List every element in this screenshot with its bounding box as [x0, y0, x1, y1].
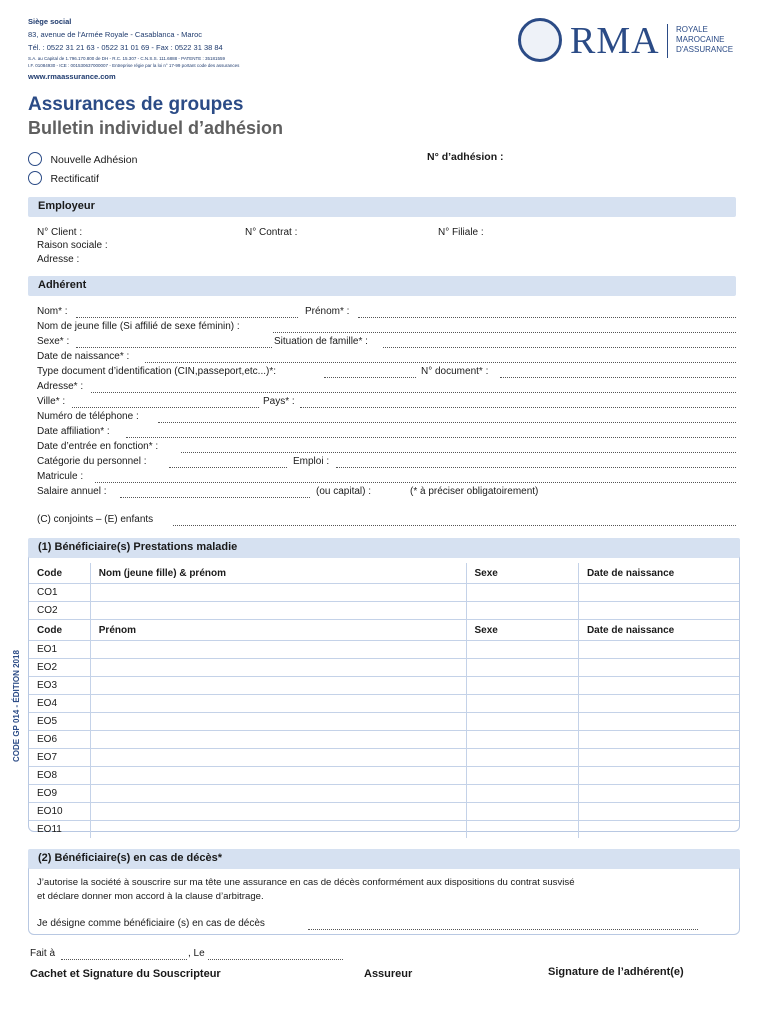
place-label: Fait à: [30, 948, 56, 959]
city-field[interactable]: [72, 407, 259, 408]
logo-tagline-line: ROYALE: [676, 25, 708, 34]
employer-section-header: [28, 197, 736, 217]
beneficiary-designation-label: Je désigne comme bénéficiaire (s) en cas de décès: [37, 918, 265, 929]
client-number-label: N° Client :: [37, 227, 83, 238]
health-beneficiaries-header: [28, 538, 740, 558]
row-code: EO8: [29, 767, 90, 785]
row-code: EO4: [29, 695, 90, 713]
legal-line-1: S.A. au Capital de 1.796.170.800 de DH - R.C. 15.307 - C.N.S.S. 111.6888 - PATENTE : 35181559: [28, 56, 226, 61]
birth-date-label: Date de naissance* :: [37, 351, 130, 362]
birth-date-cell[interactable]: [578, 713, 739, 731]
form-code: CODE GP 014 - ÉDITION 2018: [12, 650, 21, 762]
sex-cell[interactable]: [466, 602, 578, 620]
logo-tagline: [676, 25, 733, 55]
table-row: [29, 785, 739, 803]
sex-cell[interactable]: [466, 821, 578, 839]
capital-label: (ou capital) :: [316, 486, 372, 497]
birth-date-cell[interactable]: [578, 695, 739, 713]
hire-date-field[interactable]: [181, 452, 736, 453]
health-beneficiaries-table: [29, 563, 739, 838]
birth-date-cell[interactable]: [578, 641, 739, 659]
sex-cell[interactable]: [466, 695, 578, 713]
birth-date-cell[interactable]: [578, 803, 739, 821]
mandatory-note: (* à préciser obligatoirement): [410, 486, 539, 497]
table-header-row: [29, 620, 739, 641]
death-beneficiaries-header: [28, 849, 740, 869]
birth-date-cell[interactable]: [578, 749, 739, 767]
name-cell[interactable]: [90, 767, 466, 785]
table-row: [29, 803, 739, 821]
website: www.rmaassurance.com: [28, 72, 116, 81]
head-office-address: 83, avenue de l'Armée Royale - Casablanca - Maroc: [28, 30, 203, 39]
affiliation-date-label: Date affiliation* :: [37, 426, 110, 437]
sex-cell[interactable]: [466, 677, 578, 695]
name-cell[interactable]: [90, 695, 466, 713]
head-office-label: Siège social: [28, 17, 72, 26]
authorization-text-1: J’autorise la société à souscrire sur ma tête une assurance en cas de décès conformément aux dispositions du contrat susvisé: [37, 877, 575, 888]
job-field[interactable]: [336, 467, 736, 468]
section-title: Adhérent: [38, 279, 87, 291]
name-cell[interactable]: [90, 602, 466, 620]
table-row: [29, 695, 739, 713]
table-row: [29, 749, 739, 767]
job-label: Emploi :: [293, 456, 330, 467]
logo-divider: [667, 24, 668, 58]
birth-date-cell[interactable]: [578, 584, 739, 602]
legal-line-2: I.F. 01084930 - ICE : 001530637000007 - Entreprise régie par la loi n° 17-99 portant code des assurances: [28, 63, 240, 68]
contract-number-label: N° Contrat :: [245, 227, 298, 238]
birth-date-cell[interactable]: [578, 659, 739, 677]
relationship-legend: (C) conjoints – (E) enfants: [37, 514, 154, 525]
birth-date-cell[interactable]: [578, 677, 739, 695]
member-signature-label: Signature de l’adhérent(e): [548, 966, 684, 978]
annual-salary-field[interactable]: [120, 497, 310, 498]
phone-field[interactable]: [158, 422, 736, 423]
birth-date-cell[interactable]: [578, 767, 739, 785]
row-code: EO6: [29, 731, 90, 749]
section-title: (2) Bénéficiaire(s) en cas de décès*: [38, 852, 223, 864]
marital-status-label: Situation de famille* :: [274, 336, 368, 347]
name-cell[interactable]: [90, 659, 466, 677]
table-row: [29, 584, 739, 602]
row-code: CO2: [29, 602, 90, 620]
sex-cell[interactable]: [466, 641, 578, 659]
birth-date-field[interactable]: [145, 362, 736, 363]
sex-cell[interactable]: [466, 749, 578, 767]
member-address-label: Adresse* :: [37, 381, 84, 392]
employee-id-field[interactable]: [95, 482, 736, 483]
table-row: [29, 731, 739, 749]
table-row: [29, 641, 739, 659]
row-code: EO3: [29, 677, 90, 695]
table-row: [29, 821, 739, 839]
table-row: [29, 767, 739, 785]
beneficiary-designation-field[interactable]: [308, 929, 698, 930]
hire-date-label: Date d’entrée en fonction* :: [37, 441, 159, 452]
table-row: [29, 602, 739, 620]
row-code: EO2: [29, 659, 90, 677]
birth-date-cell[interactable]: [578, 821, 739, 839]
column-header: Date de naissance: [578, 620, 739, 641]
subsidiary-number-label: N° Filiale :: [438, 227, 484, 238]
row-code: EO1: [29, 641, 90, 659]
document-title: Assurances de groupes: [28, 94, 244, 115]
insurer-signature-label: Assureur: [364, 968, 413, 980]
sex-label: Sexe* :: [37, 336, 70, 347]
document-subtitle: Bulletin individuel d’adhésion: [28, 118, 284, 138]
maiden-name-label: Nom de jeune fille (Si affilié de sexe féminin) :: [37, 321, 240, 332]
option-rectificatif[interactable]: [28, 169, 99, 187]
first-name-label: Prénom* :: [305, 306, 350, 317]
maiden-name-field[interactable]: [273, 332, 736, 333]
staff-category-label: Catégorie du personnel :: [37, 456, 147, 467]
lion-emblem-icon: [518, 18, 562, 62]
radio-icon[interactable]: [28, 152, 42, 166]
last-name-label: Nom* :: [37, 306, 68, 317]
sex-cell[interactable]: [466, 785, 578, 803]
option-label: Nouvelle Adhésion: [50, 154, 138, 166]
column-header: Nom (jeune fille) & prénom: [90, 563, 466, 584]
name-cell[interactable]: [90, 749, 466, 767]
adhesion-number-label: N° d’adhésion :: [427, 151, 504, 163]
sex-cell[interactable]: [466, 659, 578, 677]
sex-field[interactable]: [76, 347, 272, 348]
sex-cell[interactable]: [466, 731, 578, 749]
section-title: Employeur: [38, 200, 95, 212]
date-label: , Le: [188, 948, 205, 959]
name-cell[interactable]: [90, 803, 466, 821]
subscriber-signature-label: Cachet et Signature du Souscripteur: [30, 968, 221, 980]
document-number-field[interactable]: [500, 377, 736, 378]
sex-cell[interactable]: [466, 803, 578, 821]
last-name-field[interactable]: [76, 317, 298, 318]
name-cell[interactable]: [90, 731, 466, 749]
name-cell[interactable]: [90, 713, 466, 731]
head-office-phones: Tél. : 0522 31 21 63 - 0522 31 01 69 - Fax : 0522 31 38 84: [28, 43, 223, 52]
place-field[interactable]: [61, 959, 187, 960]
date-field[interactable]: [208, 959, 343, 960]
name-cell[interactable]: [90, 677, 466, 695]
employee-id-label: Matricule :: [37, 471, 84, 482]
country-label: Pays* :: [263, 396, 295, 407]
option-label: Rectificatif: [50, 173, 99, 185]
name-cell[interactable]: [90, 641, 466, 659]
birth-date-cell[interactable]: [578, 731, 739, 749]
employer-address-label: Adresse :: [37, 254, 80, 265]
logo-tagline-line: D'ASSURANCE: [676, 45, 734, 54]
member-address-field[interactable]: [91, 392, 736, 393]
city-label: Ville* :: [37, 396, 66, 407]
name-cell[interactable]: [90, 821, 466, 839]
column-header: Date de naissance: [578, 563, 739, 584]
table-row: [29, 713, 739, 731]
sex-cell[interactable]: [466, 767, 578, 785]
id-type-field[interactable]: [324, 377, 416, 378]
row-code: EO11: [29, 821, 90, 839]
name-cell[interactable]: [90, 785, 466, 803]
annual-salary-label: Salaire annuel :: [37, 486, 107, 497]
column-header: Code: [29, 620, 90, 641]
company-name-label: Raison sociale :: [37, 240, 108, 251]
option-new-adhesion[interactable]: [28, 150, 137, 168]
first-name-field[interactable]: [358, 317, 736, 318]
table-row: [29, 659, 739, 677]
section-title: (1) Bénéficiaire(s) Prestations maladie: [38, 541, 238, 553]
column-header: Sexe: [466, 620, 578, 641]
affiliation-date-field[interactable]: [126, 437, 736, 438]
document-number-label: N° document* :: [421, 366, 489, 377]
country-field[interactable]: [300, 407, 736, 408]
radio-icon[interactable]: [28, 171, 42, 185]
logo-wordmark: RMA: [570, 20, 660, 62]
sex-cell[interactable]: [466, 713, 578, 731]
row-code: EO7: [29, 749, 90, 767]
column-header: Code: [29, 563, 90, 584]
column-header: Sexe: [466, 563, 578, 584]
table-header-row: [29, 563, 739, 584]
row-code: EO10: [29, 803, 90, 821]
row-code: CO1: [29, 584, 90, 602]
phone-label: Numéro de téléphone :: [37, 411, 139, 422]
row-code: EO9: [29, 785, 90, 803]
birth-date-cell[interactable]: [578, 785, 739, 803]
logo-tagline-line: MAROCAINE: [676, 35, 725, 44]
name-cell[interactable]: [90, 584, 466, 602]
sex-cell[interactable]: [466, 584, 578, 602]
member-section-header: [28, 276, 736, 296]
column-header: Prénom: [90, 620, 466, 641]
table-row: [29, 677, 739, 695]
staff-category-field[interactable]: [169, 467, 287, 468]
legend-line: [173, 525, 736, 526]
id-type-label: Type document d’identification (CIN,passeport,etc...)*:: [37, 366, 277, 377]
birth-date-cell[interactable]: [578, 602, 739, 620]
row-code: EO5: [29, 713, 90, 731]
marital-status-field[interactable]: [383, 347, 736, 348]
authorization-text-2: et déclare donner mon accord à la clause d’arbitrage.: [37, 891, 264, 902]
